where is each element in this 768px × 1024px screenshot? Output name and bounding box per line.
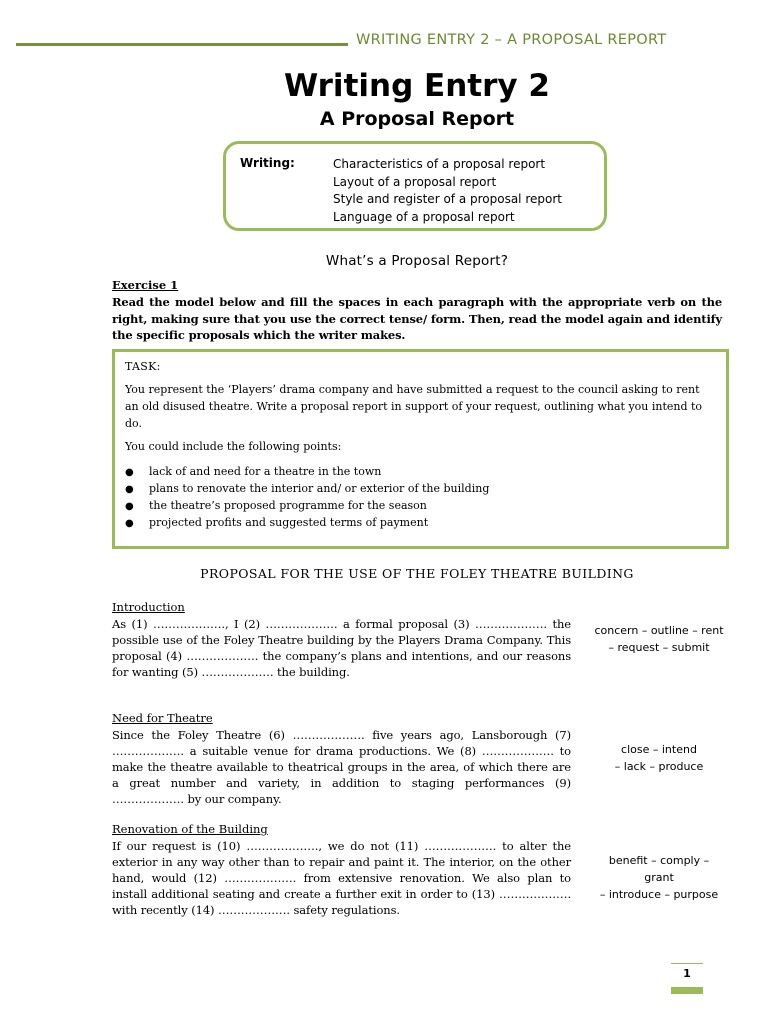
task-label: TASK: (125, 360, 161, 373)
section-heading: What’s a Proposal Report? (325, 253, 509, 269)
task-intro: You could include the following points: (125, 440, 342, 453)
task-points-list (125, 463, 489, 531)
section-heading-renovation: Renovation of the Building (112, 822, 268, 836)
task-point (125, 514, 489, 531)
page-subtitle: A Proposal Report (319, 108, 515, 130)
task-point (125, 480, 489, 497)
verb-options-introduction: concern – outline – rent – request – submit (594, 624, 724, 654)
section-body-renovation: If our request is (10) ………………., we do not (11) ………………. to alter the exterior in any way other than to repair and paint it. The interior, on the other hand, would (12) ………………. from extensive renovation. We also plan to install additional seating and create a further exit in order to (13) ………………. with recently (14) ………………. safety regulations. (112, 838, 571, 918)
bullet-icon: ● (125, 518, 134, 529)
bullet-icon: ● (125, 484, 134, 495)
task-point (125, 463, 489, 480)
task-point-text: the theatre’s proposed programme for the season (149, 499, 427, 512)
section-heading-introduction: Introduction (112, 600, 185, 614)
task-box (112, 349, 729, 549)
verb-options-renovation: benefit – comply – grant – introduce – purpose (599, 854, 719, 901)
page-number-bar (671, 987, 703, 994)
page-title: Writing Entry 2 (284, 68, 550, 104)
writing-objective-item: Style and register of a proposal report (333, 192, 562, 206)
task-point-text: plans to renovate the interior and/ or exterior of the building (149, 482, 490, 495)
verb-options-need: close – intend – lack – produce (614, 743, 704, 773)
writing-objective-item: Characteristics of a proposal report (333, 157, 546, 171)
exercise-instructions: Read the model below and fill the spaces in each paragraph with the appropriate verb on the right, making sure that you use the correct tense/ form. Then, read the model again and identify the specific proposals which the writer makes. (112, 295, 722, 342)
page-number: 1 (671, 963, 703, 980)
proposal-title: PROPOSAL FOR THE USE OF THE FOLEY THEATRE BUILDING (200, 566, 634, 581)
writing-objectives-list (333, 156, 562, 226)
section-body-need: Since the Foley Theatre (6) ………………. five years ago, Lansborough (7) ………………. a suitable venue for drama productions. We (8) ………………. to make the theatre available to theatrical groups in the area, of which there are a great number and variety, in addition to staging performances (9) ………………. by our company. (112, 727, 571, 807)
bullet-icon: ● (125, 501, 134, 512)
header-rule (16, 43, 348, 46)
writing-objective-item: Layout of a proposal report (333, 174, 497, 189)
exercise-label: Exercise 1 (112, 278, 179, 292)
writing-label: Writing: (240, 156, 295, 170)
proposal-section-need (112, 710, 571, 808)
proposal-section-renovation (112, 821, 571, 919)
proposal-section-introduction (112, 599, 571, 680)
section-heading-need: Need for Theatre (112, 711, 213, 725)
running-header: WRITING ENTRY 2 – A PROPOSAL REPORT (356, 32, 667, 48)
task-point-text: projected profits and suggested terms of payment (149, 516, 429, 529)
task-point (125, 497, 489, 514)
task-description: You represent the ‘Players’ drama company and have submitted a request to the council asking to rent an old disused theatre. Write a proposal report in support of your request, outlining what you intend to do. (125, 383, 703, 430)
writing-objectives-box (223, 141, 607, 231)
section-body-introduction: As (1) ………………., I (2) ………………. a formal proposal (3) ………………. the possible use of the Foley Theatre building by the Players Drama Company. This proposal (4) ………………. the company’s plans and intentions, and our reasons for wanting (5) ………………. the building. (112, 616, 571, 680)
writing-objective-item: Language of a proposal report (333, 209, 515, 224)
bullet-icon: ● (125, 467, 134, 478)
task-point-text: lack of and need for a theatre in the town (149, 465, 382, 478)
